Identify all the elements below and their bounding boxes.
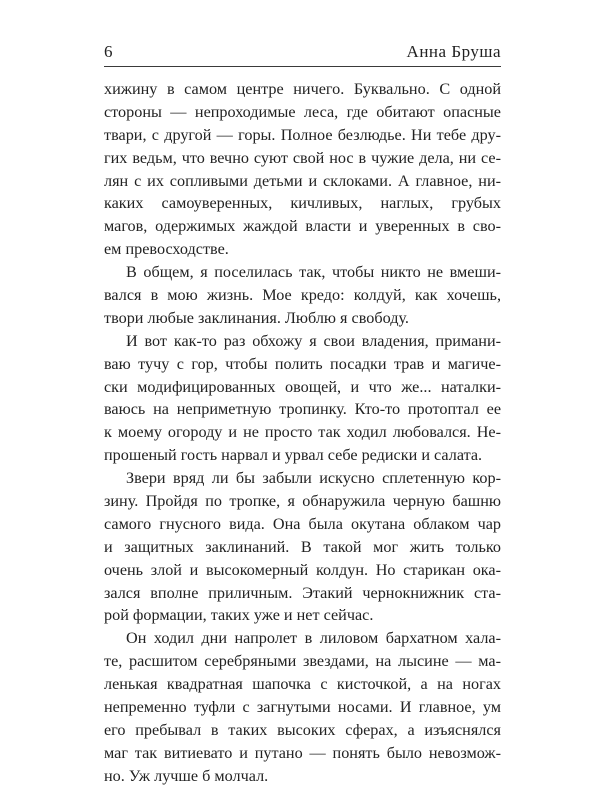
text-line: Он ходил дни напролет в лиловом бархатном хала- (126, 629, 501, 648)
text-line: Звери вряд ли бы забыли искусно сплетенную кор- (126, 469, 501, 488)
text-line: очень злой и высокомерный колдун. Но старикан ока- (104, 560, 501, 579)
text-line: но. Уж лучше б молчал. (104, 766, 269, 785)
text-line: И вот как-то раз обхожу я свои владения, примани- (126, 331, 501, 350)
text-line: зину. Пройдя по тропке, я обнаружила черную башню (104, 492, 501, 511)
text-line: ленькая квадратная шапочка с кисточкой, а на ногах (104, 675, 501, 694)
text-line: хижину в самом центре ничего. Буквально. С одной (104, 80, 501, 98)
body-text (104, 78, 501, 788)
text-line: ваюсь на неприметную тропинку. Кто-то протоптал ее (104, 400, 501, 419)
text-line: вался в мою жизнь. Мое кредо: колдуй, как хочешь, (104, 286, 501, 305)
text-line: каких самоуверенных, кичливых, наглых, грубых (104, 194, 501, 213)
text-line: стороны — непроходимые леса, где обитают опасные (104, 102, 501, 121)
text-line: его пребывал в таких высоких сферах, а изъяснялся (104, 720, 501, 739)
text-line: рой формации, таких уже и нет сейчас. (104, 606, 374, 625)
text-line: ем превосходстве. (104, 240, 229, 259)
text-line: твари, с другой — горы. Полное безлюдье. Ни тебе дру- (104, 125, 501, 144)
page-header (104, 42, 501, 67)
text-line: ваю тучу с гор, чтобы полить посадки трав и магиче- (104, 354, 501, 373)
text-line: и защитных заклинаний. В такой мог жить только (104, 537, 501, 556)
text-line: прошеный гость нарвал и урвал себе редиски и салата. (104, 446, 483, 465)
text-line: лян с их сопливыми детьми и склоками. А главное, ни- (104, 171, 501, 190)
text-line: маг так витиевато и путано — понять было невозмож- (104, 743, 501, 762)
page-number: 6 (104, 42, 113, 61)
text-line: те, расшитом серебряными звездами, на лысине — ма- (104, 652, 501, 671)
text-line: зался вполне приличным. Этакий чернокнижник ста- (104, 583, 501, 602)
text-line: к моему огороду и не просто так ходил любовался. Не- (104, 423, 501, 442)
text-line: В общем, я поселилась так, чтобы никто не вмеши- (126, 263, 501, 282)
text-line: ски модифицированных овощей, и что же... наталки- (104, 377, 501, 396)
text-line: твори любые заклинания. Люблю я свободу. (104, 308, 409, 327)
text-line: гих ведьм, что вечно суют свой нос в чужие дела, ни се- (104, 148, 501, 167)
text-line: непременно туфли с загнутыми носами. И главное, ум (104, 698, 501, 717)
running-title: Анна Бруша (406, 42, 501, 61)
text-line: магов, одержимых жаждой власти и уверенных в сво- (104, 217, 501, 236)
text-line: самого гнусного вида. Она была окутана облаком чар (104, 514, 501, 533)
